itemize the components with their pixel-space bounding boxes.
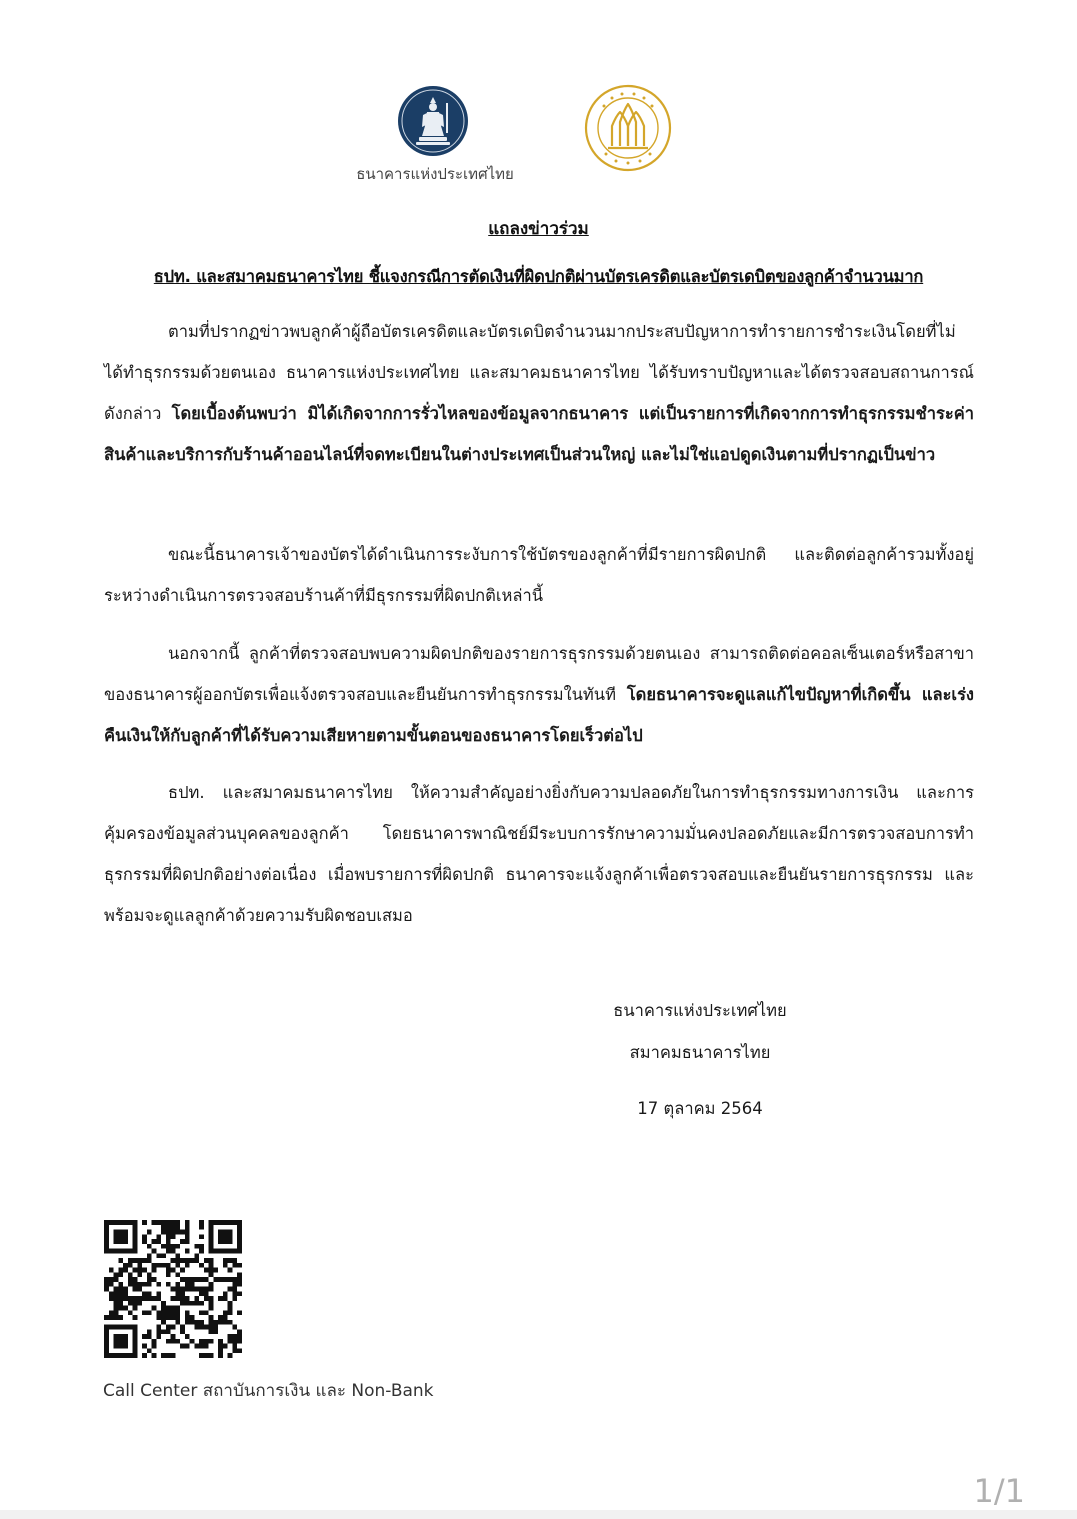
paragraph-1: [104, 311, 974, 475]
paragraph-3: [104, 633, 974, 756]
thai-bankers-association-seal-icon: [582, 82, 674, 174]
paragraph-1-text: ตามที่ปรากฏข่าวพบลูกค้าผู้ถือบัตรเครดิตและบัตรเดบิตจำนวนมากประสบปัญหาการทำรายการชำระเงินโดยที่ไม่ได้ทำธุรกรรมด้วยตนเอง ธนาคารแห่งประเทศไทย และสมาคมธนาคารไทย ได้รับทราบปัญหาและได้ตรวจสอบสถานการณ์ดังกล่าว: [104, 322, 974, 423]
bank-of-thailand-emblem-icon: [397, 85, 469, 157]
paragraph-1-bold-text: โดยเบื้องต้นพบว่า มิได้เกิดจากการรั่วไหลของข้อมูลจากธนาคาร แต่เป็นรายการที่เกิดจากการทำธุรกรรมชำระค่าสินค้าและบริการกับร้านค้าออนไลน์ที่จดทะเบียนในต่างประเทศเป็นส่วนใหญ่ และไม่ใช่แอปดูดเงินตามที่ปรากฏเป็นข่าว: [104, 404, 974, 464]
signature-date: 17 ตุลาคม 2564: [637, 1099, 763, 1118]
paragraph-3-bold-text: โดยธนาคารจะดูแลแก้ไขปัญหาที่เกิดขึ้น และเร่งคืนเงินให้กับลูกค้าที่ได้รับความเสียหายตามขั้นตอนของธนาคารโดยเร็วต่อไป: [104, 685, 974, 745]
paragraph-3-text: นอกจากนี้ ลูกค้าที่ตรวจสอบพบความผิดปกติของรายการธุรกรรมด้วยตนเอง สามารถติดต่อคอลเซ็นเตอร์หรือสาขาของธนาคารผู้ออกบัตรเพื่อแจ้งตรวจสอบและยืนยันการทำธุรกรรมในทันที: [104, 644, 974, 704]
paragraph-4: ธปท. และสมาคมธนาคารไทย ให้ความสำคัญอย่างยิ่งกับความปลอดภัยในการทำธุรกรรมทางการเงิน และการคุ้มครองข้อมูลส่วนบุคคลของลูกค้า โดยธนาคารพาณิชย์มีระบบการรักษาความมั่นคงปลอดภัยและมีการตรวจสอบการทำธุรกรรมที่ผิดปกติอย่างต่อเนื่อง เมื่อพบรายการที่ผิดปกติ ธนาคารจะแจ้งลูกค้าเพื่อตรวจสอบและยืนยันรายการธุรกรรม และพร้อมจะดูแลลูกค้าด้วยความรับผิดชอบเสมอ: [104, 783, 974, 925]
paragraph-2: ขณะนี้ธนาคารเจ้าของบัตรได้ดำเนินการระงับการใช้บัตรของลูกค้าที่มีรายการผิดปกติ และติดต่อลูกค้ารวมทั้งอยู่ระหว่างดำเนินการตรวจสอบร้านค้าที่มีธุรกรรมที่ผิดปกติเหล่านี้: [104, 545, 974, 605]
page-title: แถลงข่าวร่วม: [488, 219, 589, 239]
qr-code-icon[interactable]: [104, 1220, 242, 1358]
signature-org-bot: ธนาคารแห่งประเทศไทย: [613, 1001, 787, 1020]
signature-org-tba: สมาคมธนาคารไทย: [629, 1043, 771, 1062]
viewer-bottom-bar: [0, 1510, 1077, 1519]
page-subtitle: ธปท. และสมาคมธนาคารไทย ชี้แจงกรณีการตัดเงินที่ผิดปกติผ่านบัตรเครดิตและบัตรเดบิตของลูกค้าจำนวนมาก: [153, 267, 924, 286]
qr-caption: Call Center สถาบันการเงิน และ Non-Bank: [103, 1381, 434, 1401]
page-indicator: 1/1: [973, 1472, 1025, 1510]
bot-name-caption: ธนาคารแห่งประเทศไทย: [356, 165, 514, 183]
